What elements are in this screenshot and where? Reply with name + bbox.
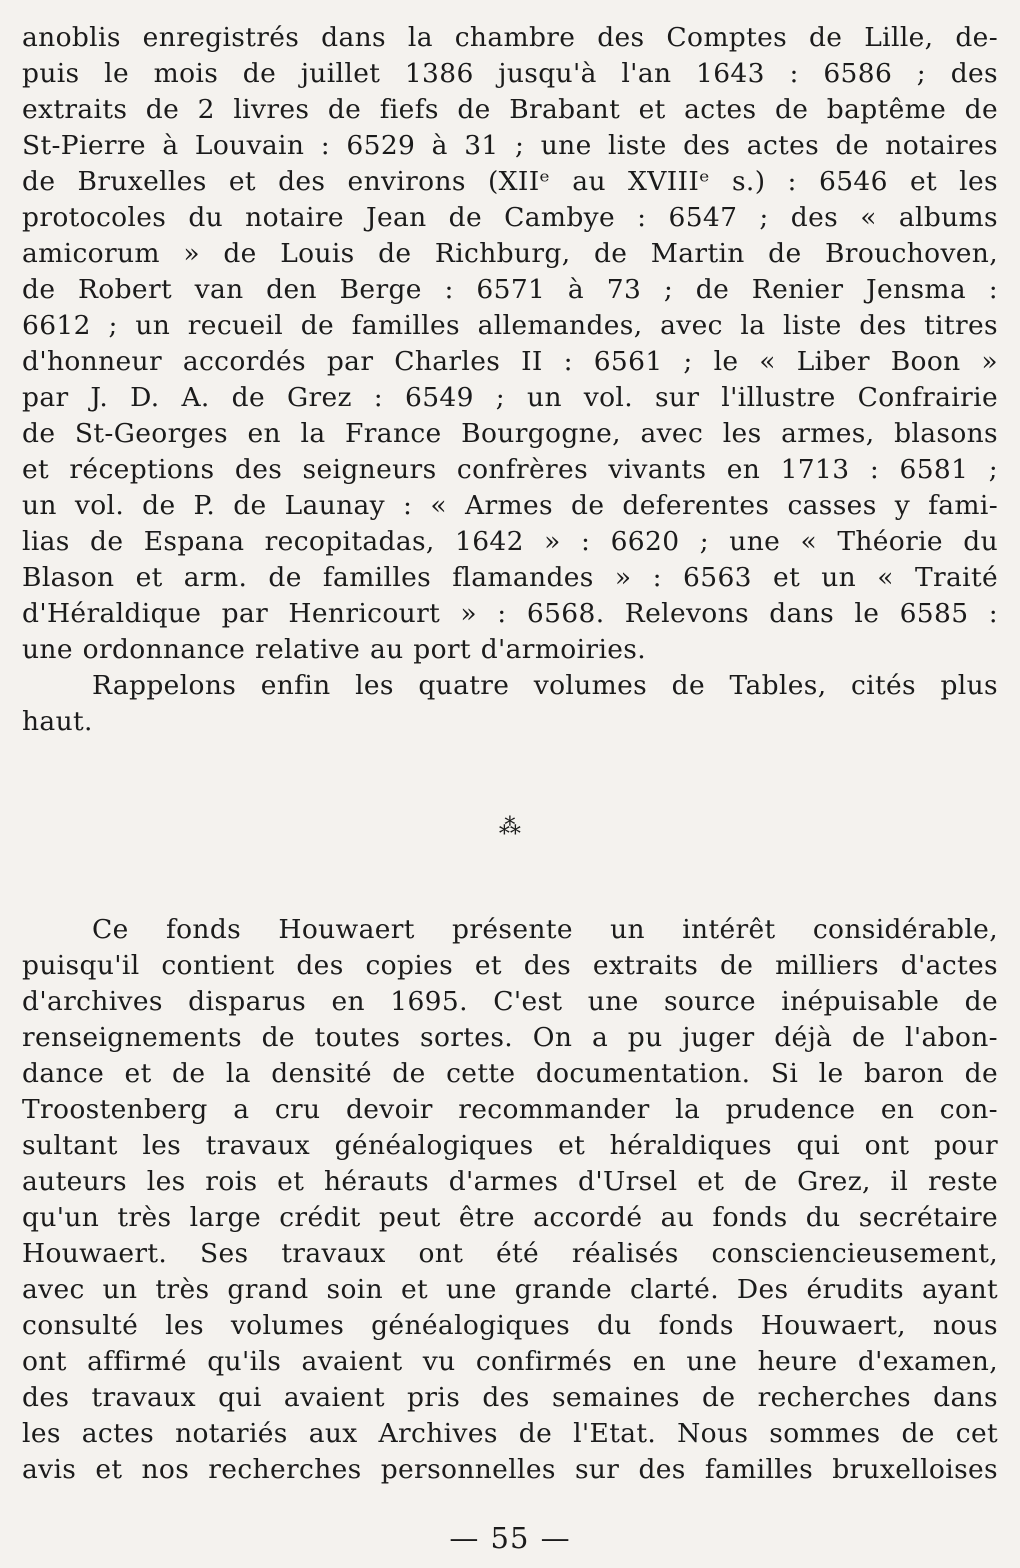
text-line: lias de Espana recopitadas, 1642 » : 6620 ; une « Théorie du [22,526,998,557]
text-line: d'Héraldique par Henricourt » : 6568. Relevons dans le 6585 : [22,598,998,629]
text-line: ont affirmé qu'ils avaient vu confirmés en une heure d'examen, [22,1346,998,1377]
text-line: puisqu'il contient des copies et des extraits de milliers d'actes [22,950,998,981]
asterism-separator: ⁂ [498,815,522,840]
text-line: avis et nos recherches personnelles sur des familles bruxelloises [22,1454,998,1485]
text-line: les actes notariés aux Archives de l'Etat. Nous sommes de cet [22,1418,998,1449]
text-line: consulté les volumes généalogiques du fonds Houwaert, nous [22,1310,998,1341]
text-line: extraits de 2 livres de fiefs de Brabant et actes de baptême de [22,94,998,125]
text-line: Blason et arm. de familles flamandes » : 6563 et un « Traité [22,562,998,593]
text-line: amicorum » de Louis de Richburg, de Martin de Brouchoven, [22,238,998,269]
text-line: et réceptions des seigneurs confrères vivants en 1713 : 6581 ; [22,454,998,485]
text-line: des travaux qui avaient pris des semaines de recherches dans [22,1382,998,1413]
text-line: de Robert van den Berge : 6571 à 73 ; de Renier Jensma : [22,274,998,305]
text-line: Rappelons enfin les quatre volumes de Tables, cités plus [92,670,998,701]
text-line: 6612 ; un recueil de familles allemandes, avec la liste des titres [22,310,998,341]
text-line: St-Pierre à Louvain : 6529 à 31 ; une liste des actes de notaires [22,130,998,161]
text-line: un vol. de P. de Launay : « Armes de deferentes casses y fami- [22,490,998,521]
text-line: auteurs les rois et hérauts d'armes d'Ursel et de Grez, il reste [22,1166,998,1197]
text-line: de Bruxelles et des environs (XIIᵉ au XVIIIᵉ s.) : 6546 et les [22,166,998,197]
text-line: d'honneur accordés par Charles II : 6561 ; le « Liber Boon » [22,346,998,377]
text-line: une ordonnance relative au port d'armoiries. [22,634,647,665]
text-line: haut. [22,706,93,737]
text-line: dance et de la densité de cette documentation. Si le baron de [22,1058,998,1089]
text-line: Ce fonds Houwaert présente un intérêt considérable, [92,914,998,945]
text-line: d'archives disparus en 1695. C'est une source inépuisable de [22,986,998,1017]
text-line: par J. D. A. de Grez : 6549 ; un vol. sur l'illustre Confrairie [22,382,998,413]
text-line: puis le mois de juillet 1386 jusqu'à l'an 1643 : 6586 ; des [22,58,998,89]
text-line: de St-Georges en la France Bourgogne, avec les armes, blasons [22,418,998,449]
text-line: avec un très grand soin et une grande clarté. Des érudits ayant [22,1274,998,1305]
text-line: renseignements de toutes sortes. On a pu juger déjà de l'abon- [22,1022,998,1053]
text-line: Troostenberg a cru devoir recommander la prudence en con- [22,1094,998,1125]
text-line: sultant les travaux généalogiques et héraldiques qui ont pour [22,1130,998,1161]
text-line: protocoles du notaire Jean de Cambye : 6547 ; des « albums [22,202,998,233]
text-line: qu'un très large crédit peut être accordé au fonds du secrétaire [22,1202,998,1233]
page-number: — 55 — [449,1521,571,1555]
text-line: Houwaert. Ses travaux ont été réalisés consciencieusement, [22,1238,998,1269]
text-line: anoblis enregistrés dans la chambre des Comptes de Lille, de- [22,22,998,53]
